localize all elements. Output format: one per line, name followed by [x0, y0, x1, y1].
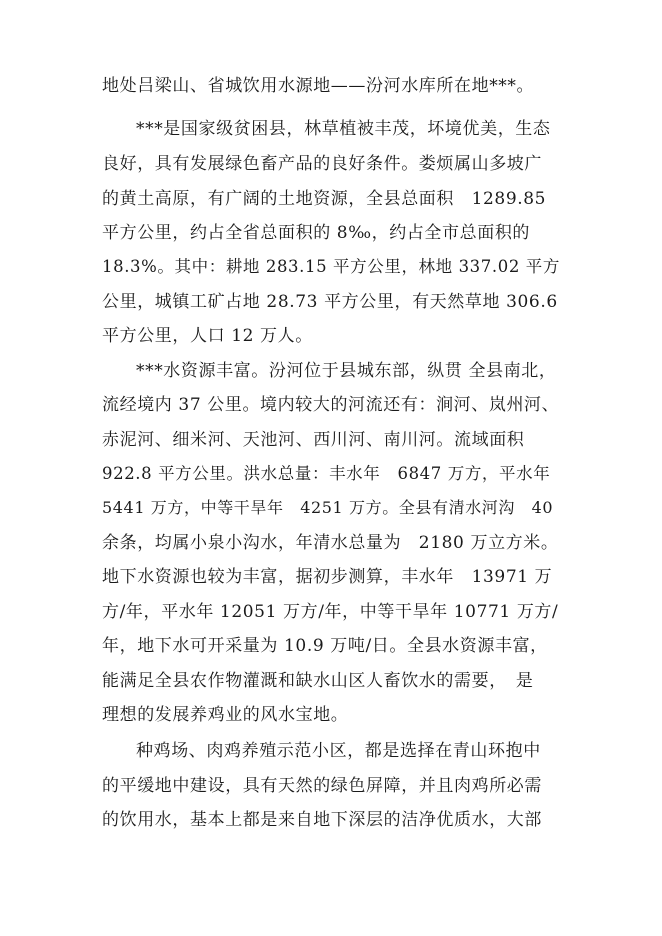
text-line-10: 流经境内 37 公里。境内较大的河流还有：涧河、岚州河、 — [102, 395, 560, 415]
text-line-4: 的黄土高原，有广阔的土地资源，全县总面积 1289.85 — [102, 189, 547, 209]
text-line-11: 赤泥河、细米河、天池河、西川河、南川河。流域面积 — [102, 430, 525, 450]
text-line-16: 方/年，平水年 12051 万方/年，中等干旱年 10771 万方/ — [102, 602, 559, 622]
text-line-14: 余条，均属小泉小沟水，年清水总量为 2180 万立方米。 — [102, 533, 559, 553]
text-line-20: 种鸡场、肉鸡养殖示范小区，都是选择在青山环抱中 — [136, 741, 541, 761]
text-line-2: ***是国家级贫困县，林草植被丰茂，坏境优美，生态 — [136, 119, 551, 139]
text-line-9: ***水资源丰富。汾河位于县城东部，纵贯 全县南北， — [136, 361, 557, 381]
text-line-18: 能满足全县农作物灌溉和缺水山区人畜饮水的需要， 是 — [102, 671, 534, 691]
text-line-21: 的平缓地中建设，具有天然的绿色屏障，并且肉鸡所必需 — [102, 776, 542, 796]
text-line-19: 理想的发展养鸡业的风水宝地。 — [102, 705, 349, 725]
text-line-8: 平方公里，人口 12 万人。 — [102, 326, 313, 346]
text-line-5: 平方公里，约占全省总面积的 8‰，约占全市总面积的 — [102, 223, 531, 243]
text-line-6: 18.3%。其中：耕地 283.15 平方公里，林地 337.02 平方 — [102, 257, 560, 276]
text-line-7: 公里，城镇工矿占地 28.73 平方公里，有天然草地 306.6 — [102, 292, 558, 312]
text-line-17: 年，地下水可开采量为 10.9 万吨/日。全县水资源丰富， — [102, 636, 548, 656]
text-line-22: 的饮用水，基本上都是来自地下深层的洁净优质水，大部 — [102, 810, 542, 830]
text-line-3: 良好，具有发展绿色畜产品的良好条件。娄烦属山多坡广 — [102, 154, 542, 174]
text-line-12: 922.8 平方公里。洪水总量：丰水年 6847 万方，平水年 — [102, 464, 551, 483]
text-line-1: 地处吕梁山、省城饮用水源地——汾河水库所在地***。 — [102, 76, 535, 96]
text-line-13: 5441 万方，中等干旱年 4251 万方。全县有清水河沟 40 — [102, 498, 554, 517]
text-line-15: 地下水资源也较为丰富，据初步测算，丰水年 13971 万 — [102, 567, 553, 587]
